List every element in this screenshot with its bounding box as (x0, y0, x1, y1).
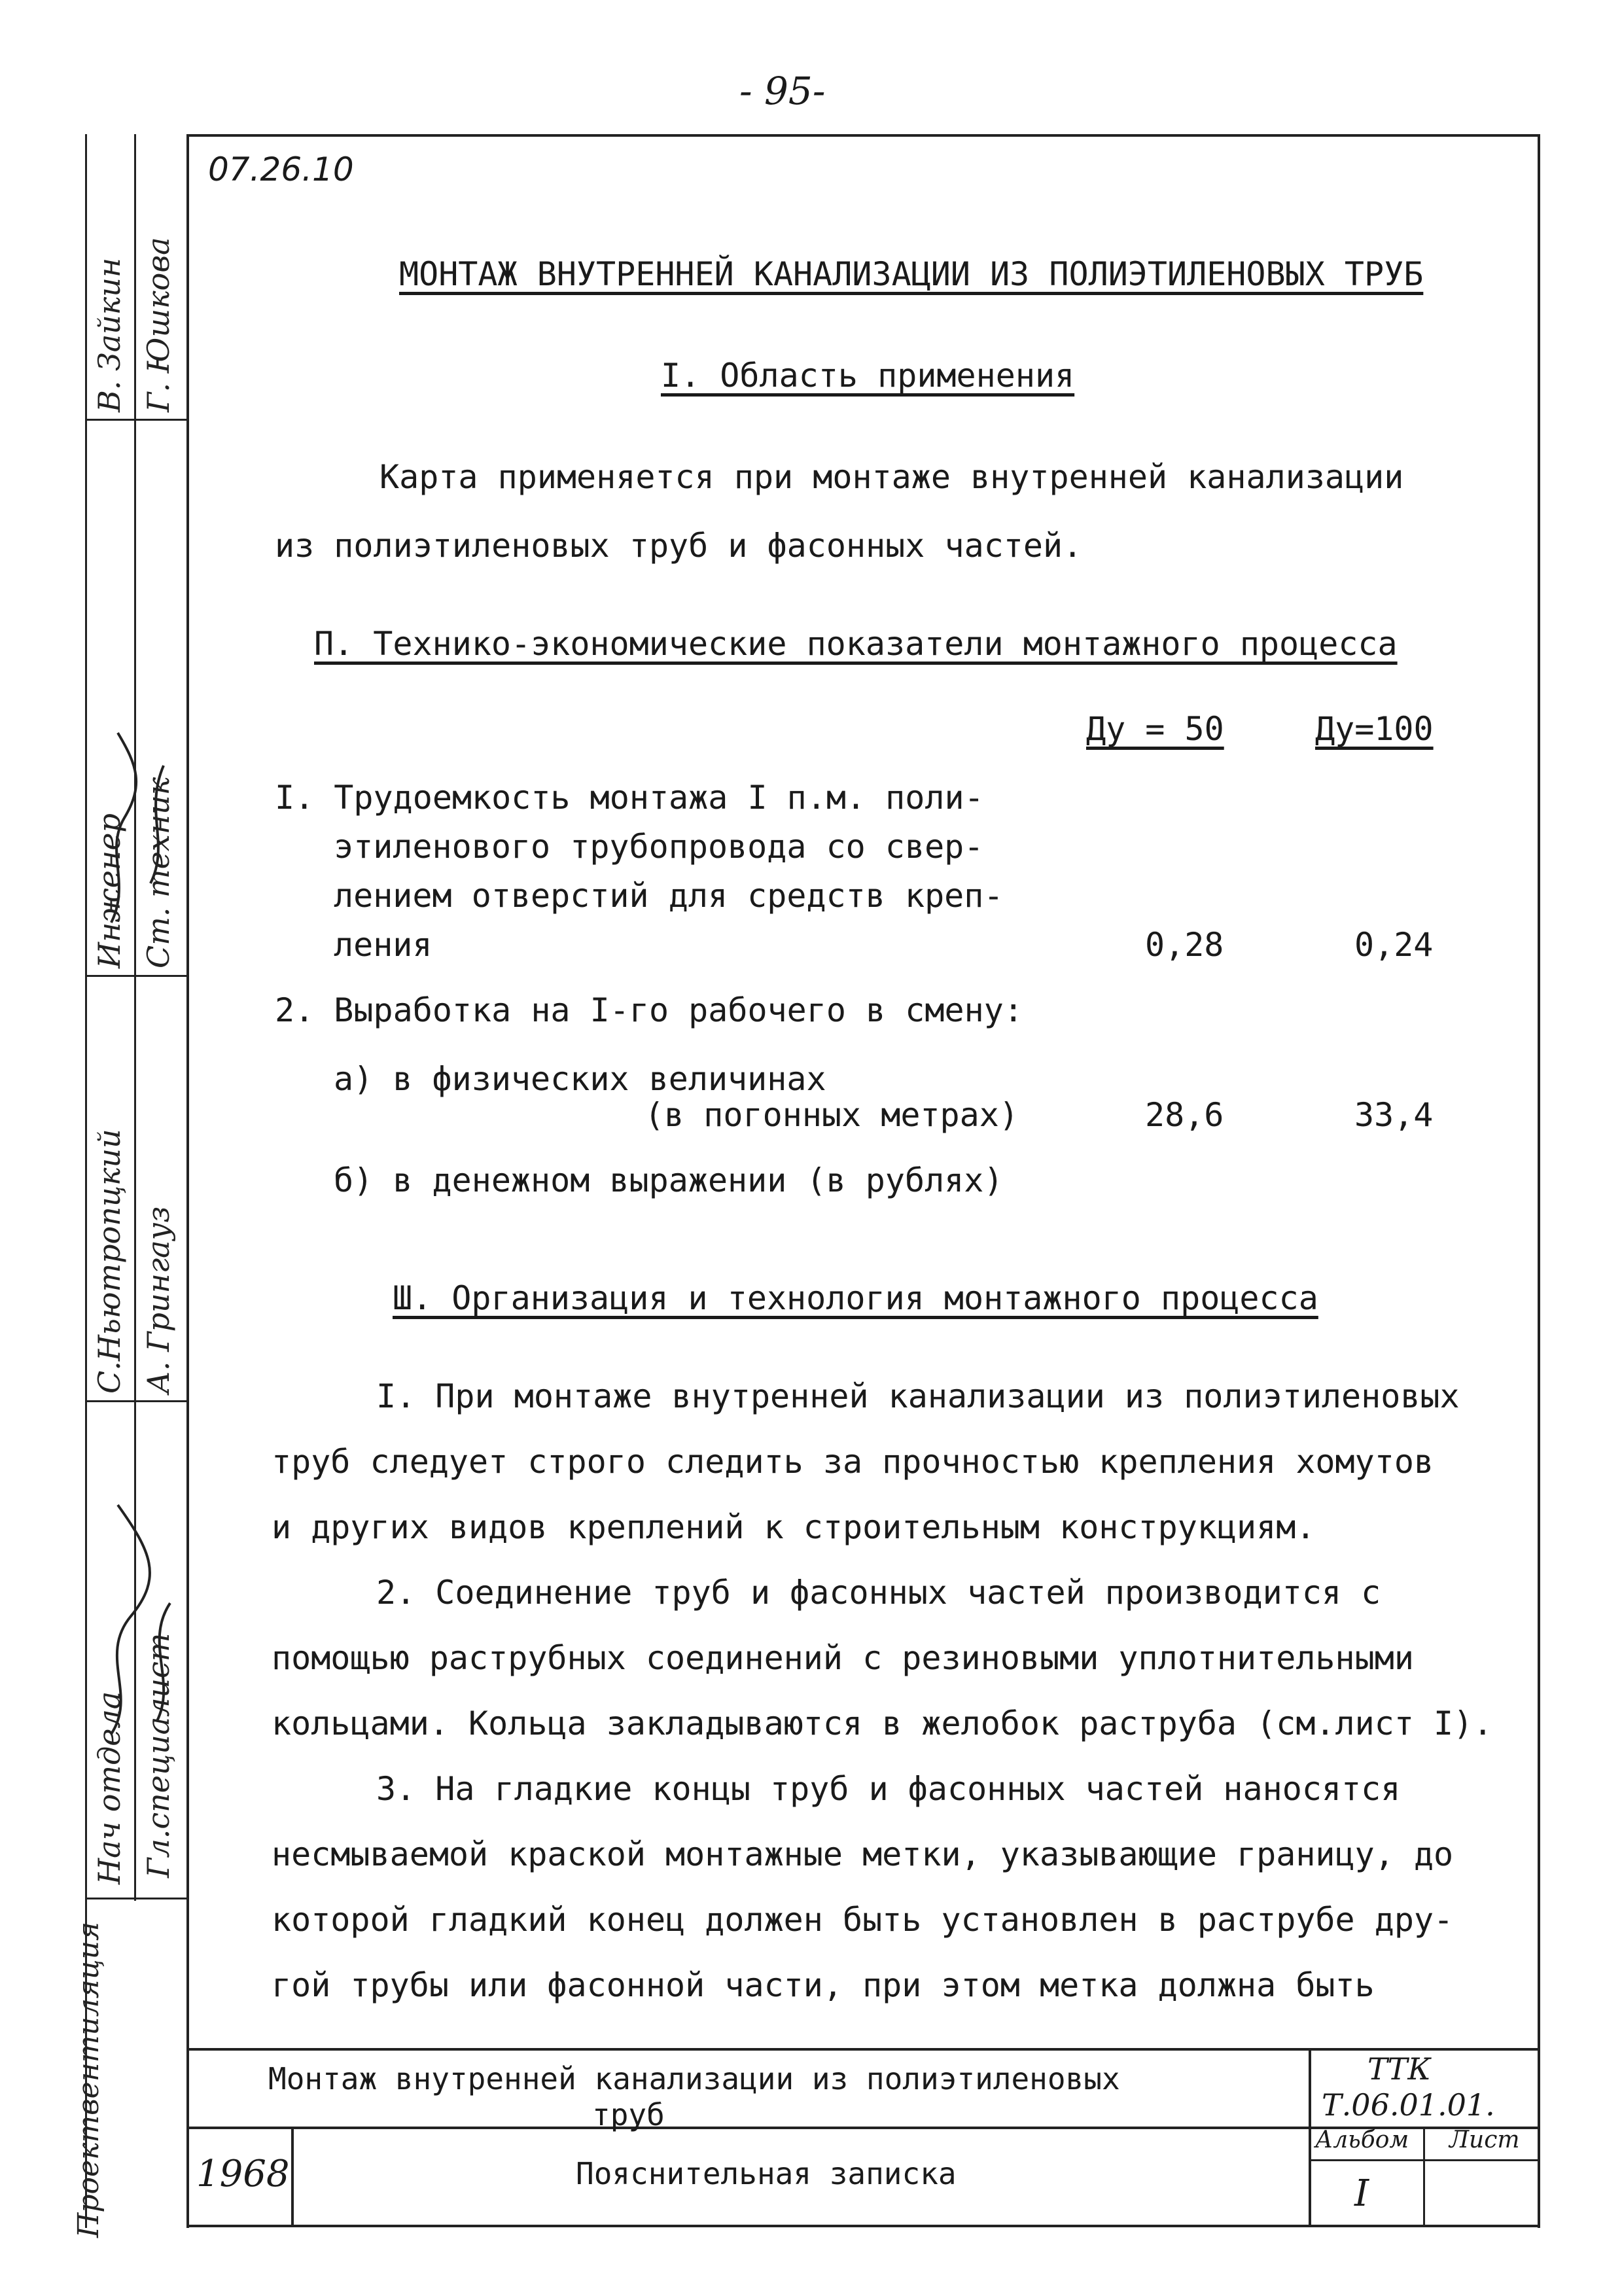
section-3-line: несмываемой краской монтажные метки, указывающие границу, до (272, 1835, 1454, 1873)
side-stamp-role: В. Зайкин (92, 257, 127, 412)
side-stamp-row-line (85, 1400, 186, 1402)
side-stamp-role: С.Ньютропцкий (92, 1129, 127, 1394)
section-1-heading: I. Область применения (661, 357, 1075, 395)
side-stamp-role: Гл.специалист (141, 1633, 176, 1878)
item-2a-value-du50: 28,6 (1145, 1096, 1224, 1134)
item-1-value-du100: 0,24 (1354, 926, 1434, 964)
column-header-du50: Ду = 50 (1086, 710, 1224, 748)
document-code: 07.26.10 (208, 150, 354, 188)
side-stamp-org-label: Проектвентиляция (72, 1921, 105, 2238)
side-stamp-role: А. Грингауз (141, 1206, 176, 1394)
side-stamp-role: Г. Юшкова (141, 237, 176, 412)
section-3-line: гой трубы или фасонной части, при этом метка должна быть (272, 1966, 1375, 2004)
frame-top-border (186, 134, 1540, 137)
item-1-value-du50: 0,28 (1145, 926, 1224, 964)
item-2a-value-du100: 33,4 (1354, 1096, 1434, 1134)
side-stamp-row-line (85, 1898, 186, 1899)
title-block-doc-name: труб (592, 2097, 665, 2132)
section-3-line: I. При монтаже внутренней канализации из полиэтиленовых (376, 1377, 1460, 1415)
section-3-line: помощью раструбных соединений с резиновыми уплотнительными (272, 1639, 1414, 1677)
title-block-album-label: Альбом (1315, 2127, 1409, 2153)
title-block-divider (291, 2127, 294, 2225)
title-block-doc-type: Пояснительная записка (576, 2156, 957, 2191)
section-3-heading: Ш. Организация и технология монтажного процесса (393, 1279, 1318, 1317)
side-stamp-row-line (85, 419, 186, 421)
title-block-code: ТТК (1367, 2051, 1431, 2087)
title-block-divider (1423, 2127, 1425, 2225)
column-header-du100: Ду=100 (1315, 710, 1434, 748)
frame-left-border (186, 134, 189, 2228)
section-3-line: труб следует строго следить за прочностью крепления хомутов (272, 1443, 1434, 1481)
item-1-line: этиленового трубопровода со свер- (334, 828, 984, 866)
title-block-code: Т.06.01.01. (1322, 2087, 1495, 2123)
title-block-divider (1309, 2048, 1311, 2225)
signature-scribble (92, 425, 183, 949)
page-number: - 95- (739, 69, 826, 113)
title-block-doc-name: Монтаж внутренней канализации из полиэтиленовых (268, 2061, 1120, 2096)
section-3-line: 3. На гладкие концы труб и фасонных частей наносятся (376, 1770, 1401, 1808)
item-2a-line: а) в физических величинах (334, 1060, 826, 1098)
section-2-heading: П. Технико-экономические показатели монтажного процесса (314, 625, 1398, 663)
side-stamp-outer-border (85, 134, 87, 2228)
section-3-line: 2. Соединение труб и фасонных частей производится с (376, 1574, 1381, 1612)
signature-scribble (92, 1407, 183, 1878)
frame-right-border (1538, 134, 1540, 2228)
title-block-divider (1309, 2159, 1540, 2161)
title-block-bottom-border (186, 2225, 1540, 2227)
title-block-year: 1968 (196, 2153, 290, 2195)
section-3-line: которой гладкий конец должен быть установлен в раструбе дру- (272, 1901, 1454, 1939)
title-block-sheet-label: Лист (1449, 2127, 1520, 2153)
side-stamp-role: Нач отдела (92, 1691, 127, 1884)
side-stamp-role: Ст. техник (141, 777, 176, 968)
section-3-line: кольцами. Кольца закладываются в желобок раструба (см.лист I). (272, 1704, 1493, 1742)
item-2-line: 2. Выработка на I-го рабочего в смену: (275, 991, 1023, 1029)
item-1-line: ления (334, 926, 432, 964)
side-stamp-role: Инженер (92, 813, 127, 968)
item-2a-line: (в погонных метрах) (644, 1096, 1019, 1134)
item-1-line: лением отверстий для средств креп- (334, 877, 1004, 915)
section-1-line: Карта применяется при монтаже внутренней канализации (379, 458, 1404, 496)
title-block-album-value: I (1354, 2172, 1369, 2215)
item-1-line: I. Трудоемкость монтажа I п.м. поли- (275, 779, 984, 817)
title-block-top-border (186, 2048, 1540, 2051)
document-title: МОНТАЖ ВНУТРЕННЕЙ КАНАЛИЗАЦИИ ИЗ ПОЛИЭТИЛЕНОВЫХ ТРУБ (399, 255, 1424, 293)
side-stamp-row-line (85, 975, 186, 977)
item-2b-line: б) в денежном выражении (в рублях) (334, 1161, 1004, 1199)
section-1-line: из полиэтиленовых труб и фасонных частей. (275, 527, 1083, 565)
section-3-line: и других видов креплений к строительным конструкциям. (272, 1508, 1316, 1546)
